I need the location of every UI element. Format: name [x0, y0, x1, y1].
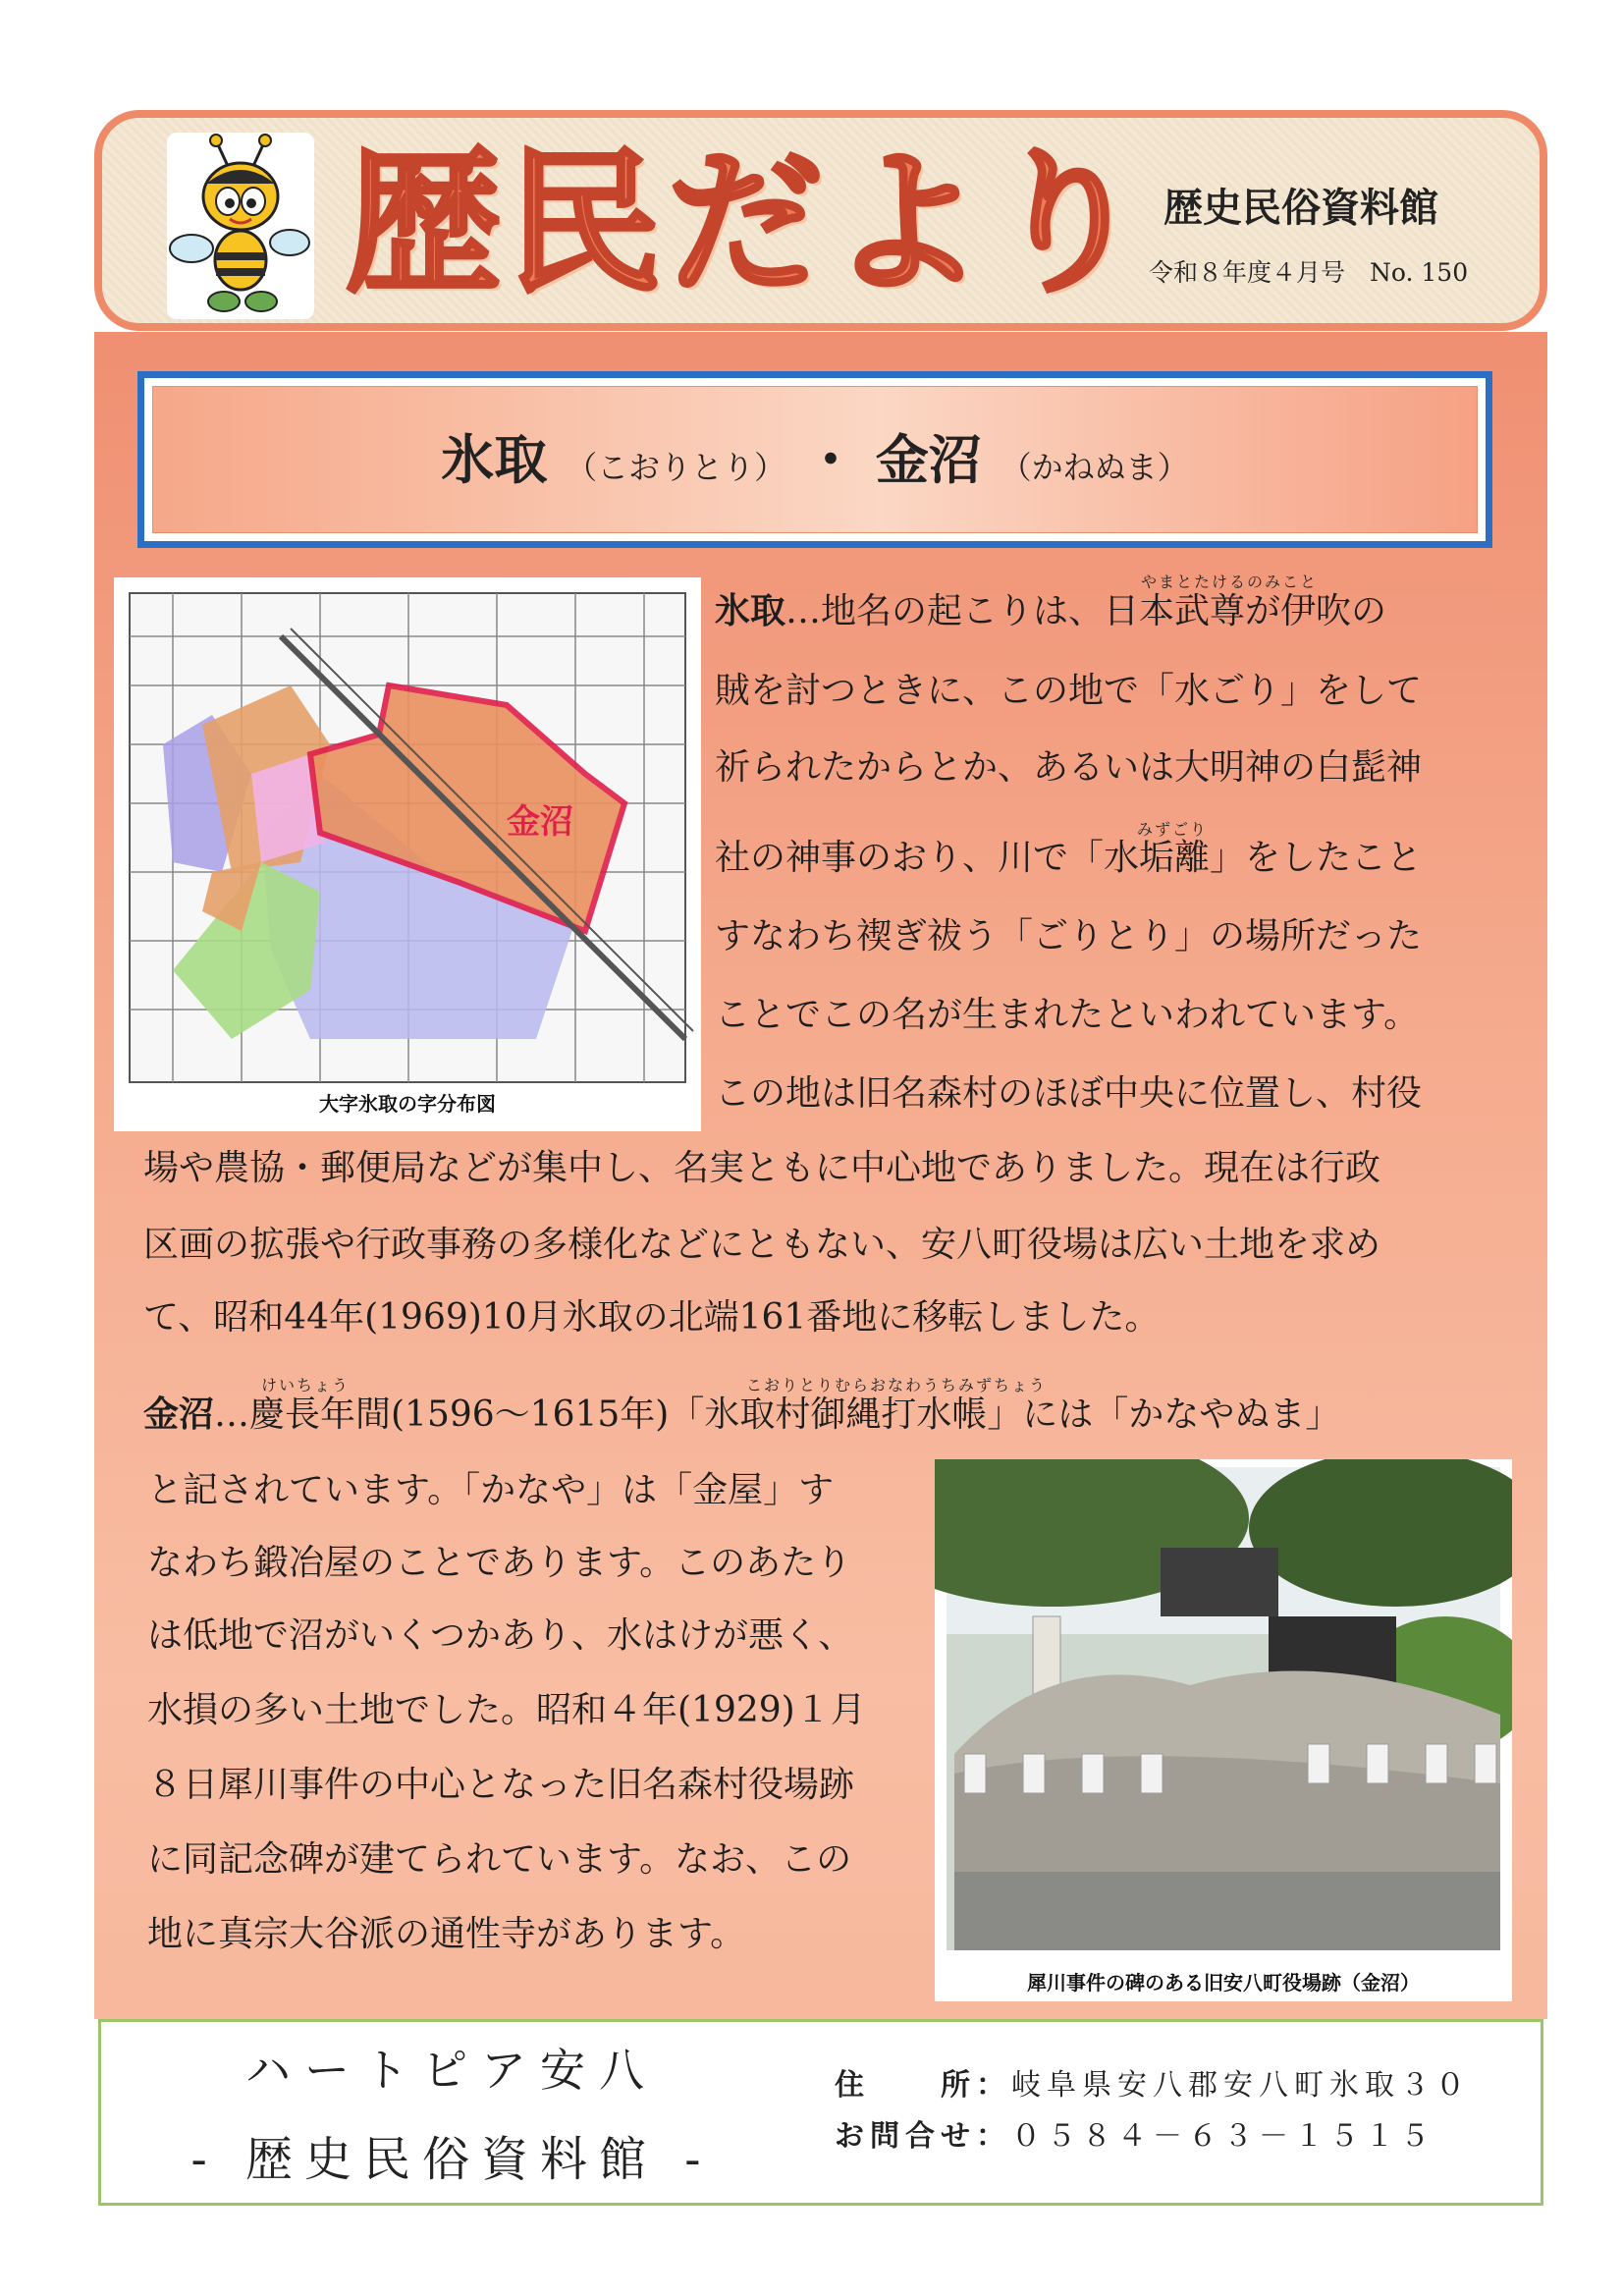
- footer-address: [835, 2060, 1522, 2109]
- title-place-kanenuma: 金沼: [875, 428, 982, 491]
- kanenuma-lead: 金沼: [143, 1394, 215, 1435]
- district-map-figure: [114, 577, 701, 1131]
- district-map-image: [114, 577, 701, 1088]
- koritori-line-4: 社の神事のおり、川で「水垢離」をしたこと: [715, 838, 1423, 878]
- map-caption: 大字氷取の字分布図: [319, 1092, 496, 1116]
- title-place-koritori: 氷取: [441, 428, 548, 491]
- mascot-bee-illustration: [167, 133, 314, 319]
- koritori-line-3: 祈られたからとか、あるいは大明神の白髭神: [715, 747, 1423, 788]
- koritori-line-6: ことでこの名が生まれたといわれています。: [715, 995, 1420, 1035]
- kanenuma-line-6: ８日犀川事件の中心となった旧名森村役場跡: [147, 1765, 855, 1805]
- kanenuma-line-3: なわち鍛冶屋のことであります。このあたり: [147, 1543, 852, 1583]
- museum-name: 歴史民俗資料館: [1163, 186, 1438, 231]
- phone-value: ０５８４－６３－１５１５: [1011, 2119, 1435, 2154]
- title-separator: ・: [804, 428, 857, 491]
- koritori-line-1-text: …地名の起こりは、日本武尊が伊吹の: [785, 591, 1387, 631]
- ruby-keicho: けいちょう: [261, 1376, 351, 1394]
- koritori-line-9: 区画の拡張や行政事務の多様化などにともない、安八町役場は広い土地を求め: [143, 1225, 1381, 1265]
- map-label-kanenuma: 金沼: [507, 802, 573, 842]
- address-value: 岐阜県安八郡安八町氷取３０: [1011, 2068, 1471, 2103]
- article-title: [152, 386, 1478, 533]
- phone-label: お問合せ：: [835, 2119, 1011, 2154]
- newsletter-title: 歴民だより: [346, 134, 1151, 314]
- photo-caption: 犀川事件の碑のある旧安八町役場跡（金沼）: [1027, 1971, 1420, 1995]
- monument-photo-figure: [935, 1459, 1512, 2001]
- ruby-mizucho: こおりとりむらおなわうちみずちょう: [746, 1376, 1048, 1394]
- monument-photo-image: [935, 1459, 1512, 1962]
- ruby-mizugori: みずごり: [1137, 820, 1209, 839]
- title-reading-koritori: （こおりとり）: [566, 449, 786, 486]
- footer-phone: [835, 2111, 1522, 2160]
- kanenuma-paragraph-line: [143, 1391, 1340, 1439]
- koritori-line-7: この地は旧名森村のほぼ中央に位置し、村役: [715, 1073, 1423, 1114]
- koritori-line-2: 賊を討つときに、この地で「水ごり」をして: [715, 671, 1423, 711]
- footer-museum-name: - 歴史民俗資料館 -: [190, 2132, 713, 2187]
- footer-facility-name: ハートピア安八: [245, 2044, 658, 2097]
- title-reading-kanenuma: （かねぬま）: [1000, 449, 1189, 486]
- koritori-line-8: 場や農協・郵便局などが集中し、名実ともに中心地でありました。現在は行政: [143, 1148, 1381, 1188]
- kanenuma-line-2: と記されています。「かなや」は「金屋」す: [147, 1470, 835, 1510]
- bee-mascot-icon: [167, 133, 314, 319]
- koritori-lead: 氷取: [715, 590, 786, 631]
- kanenuma-line-7: に同記念碑が建てられています。なお、この: [147, 1839, 852, 1880]
- kanenuma-line-1-text: …慶長年間(1596～1615年)「氷取村御縄打水帳」には「かなやぬま」: [214, 1394, 1341, 1435]
- kanenuma-line-5: 水損の多い土地でした。昭和４年(1929)１月: [147, 1690, 866, 1730]
- koritori-paragraph-line: [715, 587, 1386, 635]
- kanenuma-line-4: は低地で沼がいくつかあり、水はけが悪く、: [147, 1615, 854, 1656]
- kanenuma-line-8: 地に真宗大谷派の通性寺があります。: [147, 1914, 746, 1954]
- koritori-line-10: て、昭和44年(1969)10月氷取の北端161番地に移転しました。: [143, 1297, 1161, 1338]
- issue-info: 令和８年度４月号 No. 150: [1149, 258, 1469, 287]
- ruby-yamatotakeru: やまとたけるのみこと: [1141, 573, 1319, 591]
- address-label: 住 所：: [835, 2068, 1011, 2103]
- koritori-line-5: すなわち禊ぎ祓う「ごりとり」の場所だった: [715, 916, 1423, 957]
